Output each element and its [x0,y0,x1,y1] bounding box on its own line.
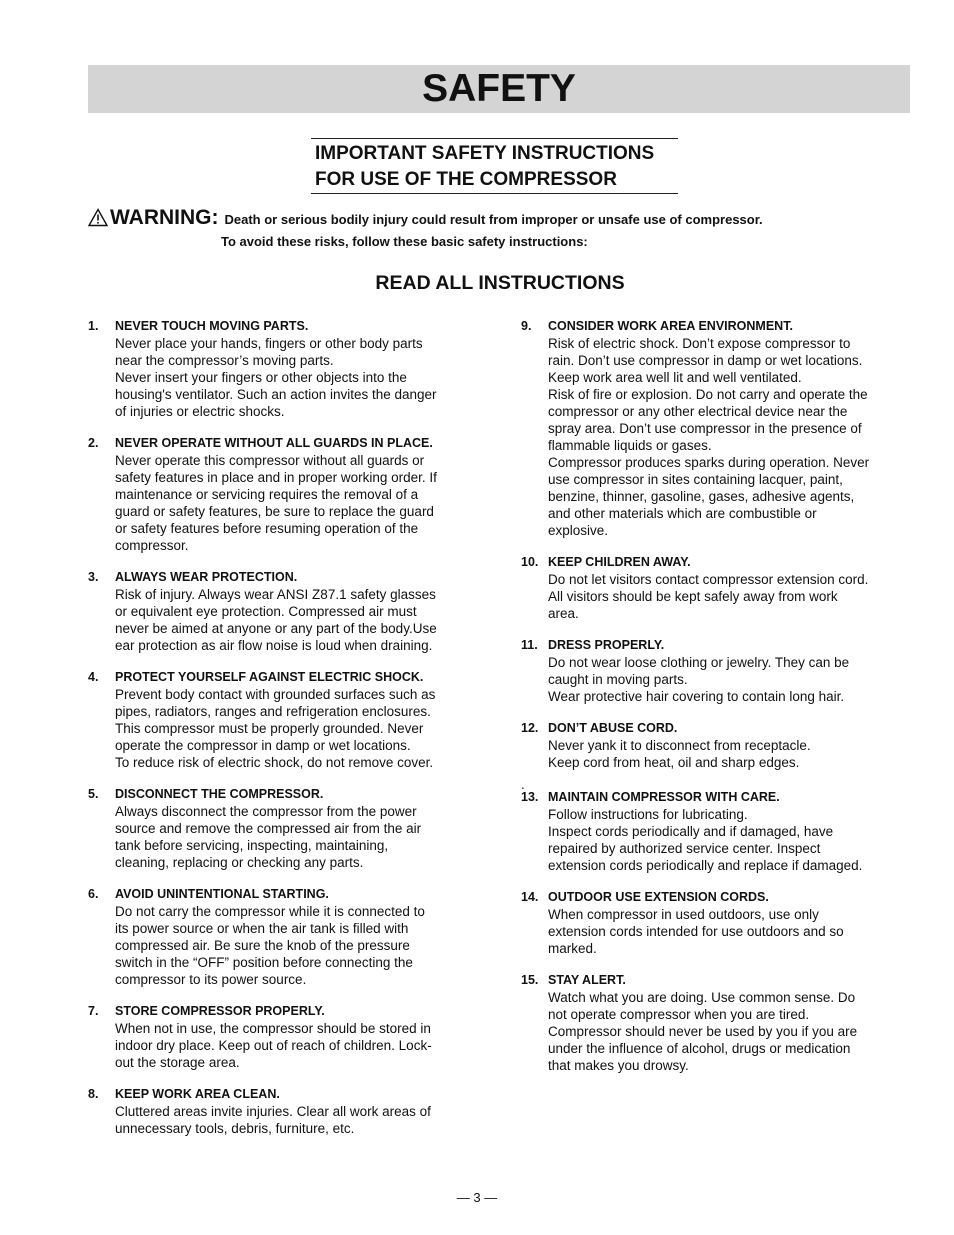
item-text-line: Do not carry the compressor while it is connected to [115,904,425,919]
item-number: 8. [88,1087,99,1101]
item-text-line: Never operate this compressor without all guards or [115,453,425,468]
item-text-line: near the compressor’s moving parts. [115,353,334,368]
page-title: SAFETY [422,67,576,110]
item-text-line: Never yank it to disconnect from receptacle. [548,738,811,753]
item-title: KEEP WORK AREA CLEAN. [115,1087,280,1101]
item-text-line: pipes, radiators, ranges and refrigeration enclosures. [115,704,431,719]
item-text-line: Watch what you are doing. Use common sense. Do [548,990,856,1005]
item-text-line: Never insert your fingers or other objects into the [115,370,407,385]
subheading-line-2: FOR USE OF THE COMPRESSOR [315,169,617,190]
item-text-line: caught in moving parts. [548,672,688,687]
item-number: 10. [521,555,539,569]
item-body [548,720,921,771]
item-title: CONSIDER WORK AREA ENVIRONMENT. [548,319,793,333]
item-text-line: not operate compressor when you are tired. [548,1007,810,1022]
item-text-line: out the storage area. [115,1055,240,1070]
item-title: NEVER OPERATE WITHOUT ALL GUARDS IN PLACE. [115,436,433,450]
instruction-item [521,637,921,705]
item-title: DISCONNECT THE COMPRESSOR. [115,787,324,801]
item-number: 14. [521,890,539,904]
item-title: DRESS PROPERLY. [548,638,665,652]
instruction-item [88,886,488,988]
item-body [548,889,921,957]
item-text-line: Do not let visitors contact compressor extension cord. [548,572,869,587]
item-text-line: repaired by authorized service center. Inspect [548,841,821,856]
instruction-item [88,669,488,771]
warning-triangle-icon [88,208,108,227]
instruction-item [88,786,488,871]
item-text-line: benzine, thinner, gasoline, gases, adhesive agents, [548,489,855,504]
left-column [88,318,488,1152]
stray-dot: . [521,777,525,792]
instruction-item [88,569,488,654]
item-body [115,669,488,771]
item-number: 5. [88,787,99,801]
item-title: STAY ALERT. [548,973,626,987]
item-text-line: Inspect cords periodically and if damaged, have [548,824,834,839]
item-title: MAINTAIN COMPRESSOR WITH CARE. [548,790,780,804]
item-title: ALWAYS WEAR PROTECTION. [115,570,298,584]
item-number: 13. [521,790,539,804]
item-body [548,637,921,705]
item-text-line: tank before servicing, inspecting, maintaining, [115,838,389,853]
item-title: DON’T ABUSE CORD. [548,721,678,735]
item-text-line: This compressor must be properly grounded. Never [115,721,424,736]
item-text-line: Prevent body contact with grounded surfaces such as [115,687,436,702]
instruction-item [521,789,921,874]
item-text-line: ear protection as air flow noise is loud when draining. [115,638,433,653]
item-text-line: that makes you drowsy. [548,1058,689,1073]
item-text-line: compressor to its power source. [115,972,307,987]
instruction-item [88,318,488,420]
item-text-line: operate the compressor in damp or wet locations. [115,738,411,753]
item-text-line: its power source or when the air tank is filled with [115,921,409,936]
instruction-item [521,720,921,771]
item-body [115,1086,488,1137]
item-body [115,318,488,420]
item-body [115,435,488,554]
item-number: 9. [521,319,532,333]
item-number: 15. [521,973,539,987]
item-text-line: housing's ventilator. Such an action invites the danger [115,387,437,402]
item-text-line: Never place your hands, fingers or other body parts [115,336,423,351]
item-body [115,786,488,871]
item-text-line: Keep cord from heat, oil and sharp edges. [548,755,800,770]
instruction-item [88,1086,488,1137]
item-text-line: Always disconnect the compressor from the power [115,804,417,819]
item-text-line: use compressor in sites containing lacquer, paint, [548,472,843,487]
instruction-item [88,1003,488,1071]
item-text-line: extension cords intended for use outdoors and so [548,924,844,939]
item-text-line: never be aimed at anyone or any part of the body.Use [115,621,437,636]
item-text-line: compressor. [115,538,189,553]
item-text-line: unnecessary tools, debris, furniture, etc. [115,1121,355,1136]
item-number: 6. [88,887,99,901]
item-title: AVOID UNINTENTIONAL STARTING. [115,887,329,901]
item-text-line: Risk of electric shock. Don’t expose compressor to [548,336,851,351]
item-body [115,569,488,654]
item-title: NEVER TOUCH MOVING PARTS. [115,319,309,333]
item-text-line: rain. Don’t use compressor in damp or wet locations. [548,353,863,368]
item-number: 11. [521,638,538,652]
instruction-item [521,554,921,622]
item-title: STORE COMPRESSOR PROPERLY. [115,1004,325,1018]
item-number: 2. [88,436,99,450]
item-text-line: cleaning, replacing or checking any parts. [115,855,364,870]
warning-label: WARNING: [110,206,219,229]
item-text-line: marked. [548,941,597,956]
item-text-line: or equivalent eye protection. Compressed air must [115,604,417,619]
item-text-line: compressed air. Be sure the knob of the pressure [115,938,410,953]
item-body [548,318,921,539]
item-text-line: switch in the “OFF” position before connecting the [115,955,413,970]
item-title: OUTDOOR USE EXTENSION CORDS. [548,890,769,904]
item-text-line: explosive. [548,523,609,538]
item-number: 12. [521,721,539,735]
subheading-line-1: IMPORTANT SAFETY INSTRUCTIONS [315,143,655,164]
item-text-line: Wear protective hair covering to contain long hair. [548,689,845,704]
item-body [548,554,921,622]
item-text-line: flammable liquids or gases. [548,438,712,453]
item-body [115,1003,488,1071]
item-text-line: maintenance or servicing requires the removal of a [115,487,419,502]
page-number: — 3 — [456,1190,498,1205]
item-title: PROTECT YOURSELF AGAINST ELECTRIC SHOCK. [115,670,424,684]
item-text-line: Compressor should never be used by you if you are [548,1024,858,1039]
item-text-line: Risk of injury. Always wear ANSI Z87.1 safety glasses [115,587,436,602]
item-title: KEEP CHILDREN AWAY. [548,555,691,569]
instruction-item [521,889,921,957]
item-text-line: and other materials which are combustible or [548,506,817,521]
title-banner [88,65,910,113]
item-text-line: indoor dry place. Keep out of reach of children. Lock- [115,1038,432,1053]
item-text-line: When not in use, the compressor should be stored in [115,1021,431,1036]
item-number: 7. [88,1004,99,1018]
item-text-line: under the influence of alcohol, drugs or medication [548,1041,851,1056]
item-text-line: spray area. Don’t use compressor in the presence of [548,421,862,436]
item-text-line: Follow instructions for lubricating. [548,807,748,822]
item-text-line: Risk of fire or explosion. Do not carry and operate the [548,387,868,402]
item-number: 4. [88,670,99,684]
item-text-line: area. [548,606,579,621]
instruction-item [521,318,921,539]
item-text-line: of injuries or electric shocks. [115,404,285,419]
item-text-line: source and remove the compressed air from the air [115,821,422,836]
item-text-line: Compressor produces sparks during operation. Never [548,455,870,470]
item-text-line: To reduce risk of electric shock, do not remove cover. [115,755,434,770]
item-text-line: When compressor in used outdoors, use only [548,907,819,922]
item-text-line: compressor or any other electrical device near the [548,404,848,419]
item-text-line: Do not wear loose clothing or jewelry. They can be [548,655,850,670]
item-text-line: All visitors should be kept safely away from work [548,589,838,604]
warning-text-2: To avoid these risks, follow these basic safety instructions: [221,234,588,249]
right-column [521,318,921,1089]
section-subheading [311,138,678,194]
item-text-line: guard or safety features, be sure to replace the guard [115,504,434,519]
item-text-line: Cluttered areas invite injuries. Clear all work areas of [115,1104,431,1119]
item-body [548,789,921,874]
item-body [115,886,488,988]
item-text-line: or safety features before resuming operation of the [115,521,419,536]
warning-text-1: Death or serious bodily injury could result from improper or unsafe use of compressor. [224,212,763,227]
instruction-item [88,435,488,554]
item-text-line: safety features in place and in proper working order. If [115,470,437,485]
read-all-heading: READ ALL INSTRUCTIONS [375,272,625,294]
item-number: 1. [88,319,99,333]
item-text-line: Keep work area well lit and well ventilated. [548,370,802,385]
instruction-item [521,972,921,1074]
item-number: 3. [88,570,99,584]
item-body [548,972,921,1074]
item-text-line: extension cords periodically and replace if damaged. [548,858,863,873]
warning-block [88,205,918,249]
